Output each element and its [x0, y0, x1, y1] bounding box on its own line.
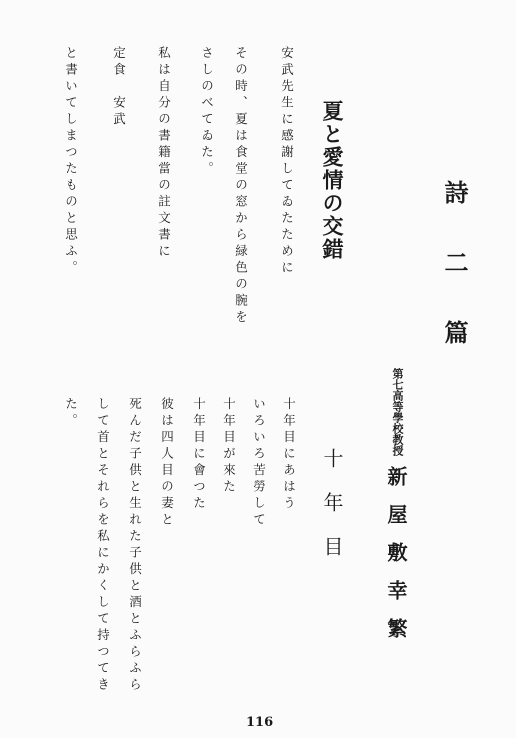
- poem1-line-6: と書いてしまつたものと思ふ。: [63, 46, 79, 277]
- poem2-author-affiliation: 第七高等學校教授: [391, 368, 404, 456]
- poem1-line-2: その時、夏は食堂の窓から緑色の腕を: [233, 46, 249, 327]
- poem2-line-3: 十年目が來た: [221, 397, 237, 496]
- poem2-line-7: して首とそれらを私にかくして持つてき: [95, 397, 111, 694]
- poem2-line-4: 十年目に會つた: [191, 397, 207, 513]
- page-title: 詩二篇: [440, 180, 469, 390]
- poem1-line-4: 私は自分の書籍當の註文書に: [156, 46, 172, 261]
- poem1-line-3: さしのべてゐた。: [199, 46, 215, 178]
- poem2-line-5: 彼は四人目の妻と: [159, 397, 175, 529]
- poem2-line-1: 十年目にあはう: [281, 397, 297, 513]
- poem2-author-name: 新屋敷幸繁: [384, 466, 408, 656]
- poem2-line-6: 死んだ子供と生れた子供と酒とふらふら: [127, 397, 143, 694]
- poem1-line-5: 定食 安武: [111, 46, 127, 129]
- poem2-line-8: た。: [63, 397, 79, 430]
- poem1-line-1: 安武先生に感謝してゐたために: [279, 46, 295, 277]
- page-number: 116: [246, 715, 274, 730]
- poem2-line-2: いろいろ苦勞して: [251, 397, 267, 529]
- poem2-title: 十年目: [320, 448, 344, 580]
- poem1-title: 夏と愛情の交錯: [320, 100, 345, 261]
